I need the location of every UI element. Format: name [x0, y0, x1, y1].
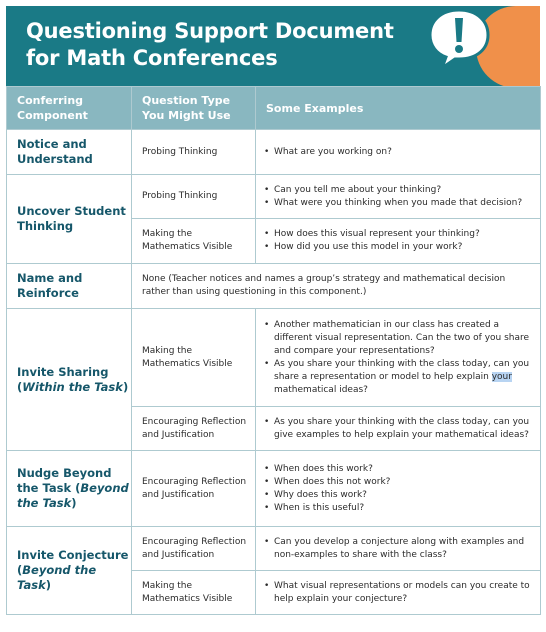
paren-close: ) — [122, 379, 129, 394]
example-item: • What are you working on? — [264, 146, 534, 159]
question-type-cell — [132, 527, 256, 571]
component-text: Uncover Student — [17, 204, 126, 218]
example-item: • As you share your thinking with the class today, can you give examples to help explain your mathematical ideas? — [264, 416, 534, 442]
component-text: Understand — [17, 152, 93, 166]
examples-cell — [256, 175, 541, 219]
component-text: Invite Conjecture — [17, 548, 129, 562]
question-type-text: Encouraging Reflection — [142, 416, 247, 427]
question-type-text: Making the — [142, 229, 193, 239]
title-line-2: for Math Conferences — [26, 46, 278, 70]
component-italic-text: Beyond the Task — [17, 563, 97, 592]
examples-cell — [256, 130, 541, 175]
example-item: • What were you thinking when you made that decision? — [264, 197, 534, 210]
examples-cell — [256, 309, 541, 407]
component-italic-text: the Task — [17, 496, 72, 510]
paren-close: ) — [45, 578, 51, 592]
header-text: Conferring — [17, 94, 84, 107]
component-text: Invite Sharing — [17, 364, 109, 379]
example-item: • Another mathematician in our class has created a different visual representation. Can the two of you share and compare your representations? — [264, 319, 534, 358]
table-row — [7, 175, 541, 219]
question-type-cell — [132, 407, 256, 451]
component-text — [17, 496, 131, 511]
question-type-cell: Probing Thinking — [132, 130, 256, 175]
example-item: • How does this visual represent your thinking? — [264, 228, 534, 241]
table-row — [7, 451, 541, 527]
component-uncover-thinking — [7, 175, 132, 264]
question-type-cell — [132, 571, 256, 615]
question-type-text: and Justification — [142, 429, 215, 440]
table-row — [7, 309, 541, 407]
question-type-text: Encouraging Reflection — [142, 536, 247, 547]
header-text: Question Type — [142, 94, 231, 107]
component-italic-text: Beyond — [80, 481, 129, 495]
component-text: Thinking — [17, 219, 74, 233]
header-some-examples: Some Examples — [256, 87, 541, 130]
question-type-text: Mathematics Visible — [142, 358, 233, 369]
header-text: Component — [17, 109, 88, 122]
question-type-cell — [132, 451, 256, 527]
highlighted-text: your — [491, 371, 512, 382]
document-title — [26, 18, 406, 72]
component-text — [17, 380, 131, 395]
table-row — [7, 527, 541, 571]
question-type-text: Making the — [142, 345, 193, 356]
document-page — [6, 6, 540, 626]
example-item: • When does this work? — [264, 463, 534, 476]
component-invite-conjecture — [7, 527, 132, 615]
document-header — [6, 6, 540, 86]
exclamation-speech-bubble-icon — [424, 6, 494, 70]
examples-cell — [256, 407, 541, 451]
example-item: • Why does this work? — [264, 489, 534, 502]
example-text: mathematical ideas? — [274, 384, 368, 395]
question-type-text: and Justification — [142, 489, 215, 500]
example-text: As you share your thinking with the class today, can you share a representation or model to help explain — [274, 358, 530, 382]
question-type-text: and Justification — [142, 549, 215, 560]
component-italic-text: Within the Task — [22, 379, 123, 394]
header-text: You Might Use — [142, 109, 231, 122]
component-text — [17, 481, 131, 496]
header-conferring-component — [7, 87, 132, 130]
question-type-text: Making the — [142, 580, 193, 591]
component-notice-understand — [7, 130, 132, 175]
component-name-reinforce — [7, 264, 132, 309]
example-item: • What visual representations or models can you create to help explain your conjecture? — [264, 580, 534, 606]
component-text: Name and — [17, 271, 83, 285]
question-type-cell — [132, 309, 256, 407]
table-row — [7, 264, 541, 309]
examples-cell — [256, 527, 541, 571]
table-header-row — [7, 87, 541, 130]
example-item: • When does this not work? — [264, 476, 534, 489]
example-item: • When is this useful? — [264, 502, 534, 515]
paren-open: ( — [17, 563, 23, 577]
component-text — [17, 563, 131, 593]
question-type-cell: Probing Thinking — [132, 175, 256, 219]
component-text: Reinforce — [17, 286, 79, 300]
header-question-type — [132, 87, 256, 130]
title-line-1: Questioning Support Document — [26, 19, 394, 43]
example-item: • Can you develop a conjecture along with examples and non-examples to share with the class? — [264, 536, 534, 562]
component-text: Notice and — [17, 137, 87, 151]
question-type-cell — [132, 219, 256, 264]
question-type-text: Encouraging Reflection — [142, 476, 247, 487]
examples-cell — [256, 571, 541, 615]
component-text-part: the Task ( — [17, 481, 81, 495]
paren-close: ) — [71, 496, 77, 510]
table-row — [7, 130, 541, 175]
example-item — [264, 358, 534, 397]
component-text: Nudge Beyond — [17, 466, 112, 480]
none-note-cell: None (Teacher notices and names a group’s strategy and mathematical decision rather than using questioning in this component.) — [132, 264, 541, 309]
example-item: • How did you use this model in your work? — [264, 241, 534, 254]
questioning-table — [6, 86, 541, 615]
question-type-text: Mathematics Visible — [142, 242, 233, 252]
examples-cell — [256, 219, 541, 264]
example-item: • Can you tell me about your thinking? — [264, 184, 534, 197]
paren-open: ( — [17, 379, 23, 394]
component-nudge-beyond — [7, 451, 132, 527]
question-type-text: Mathematics Visible — [142, 593, 233, 604]
component-invite-sharing — [7, 309, 132, 451]
examples-cell — [256, 451, 541, 527]
